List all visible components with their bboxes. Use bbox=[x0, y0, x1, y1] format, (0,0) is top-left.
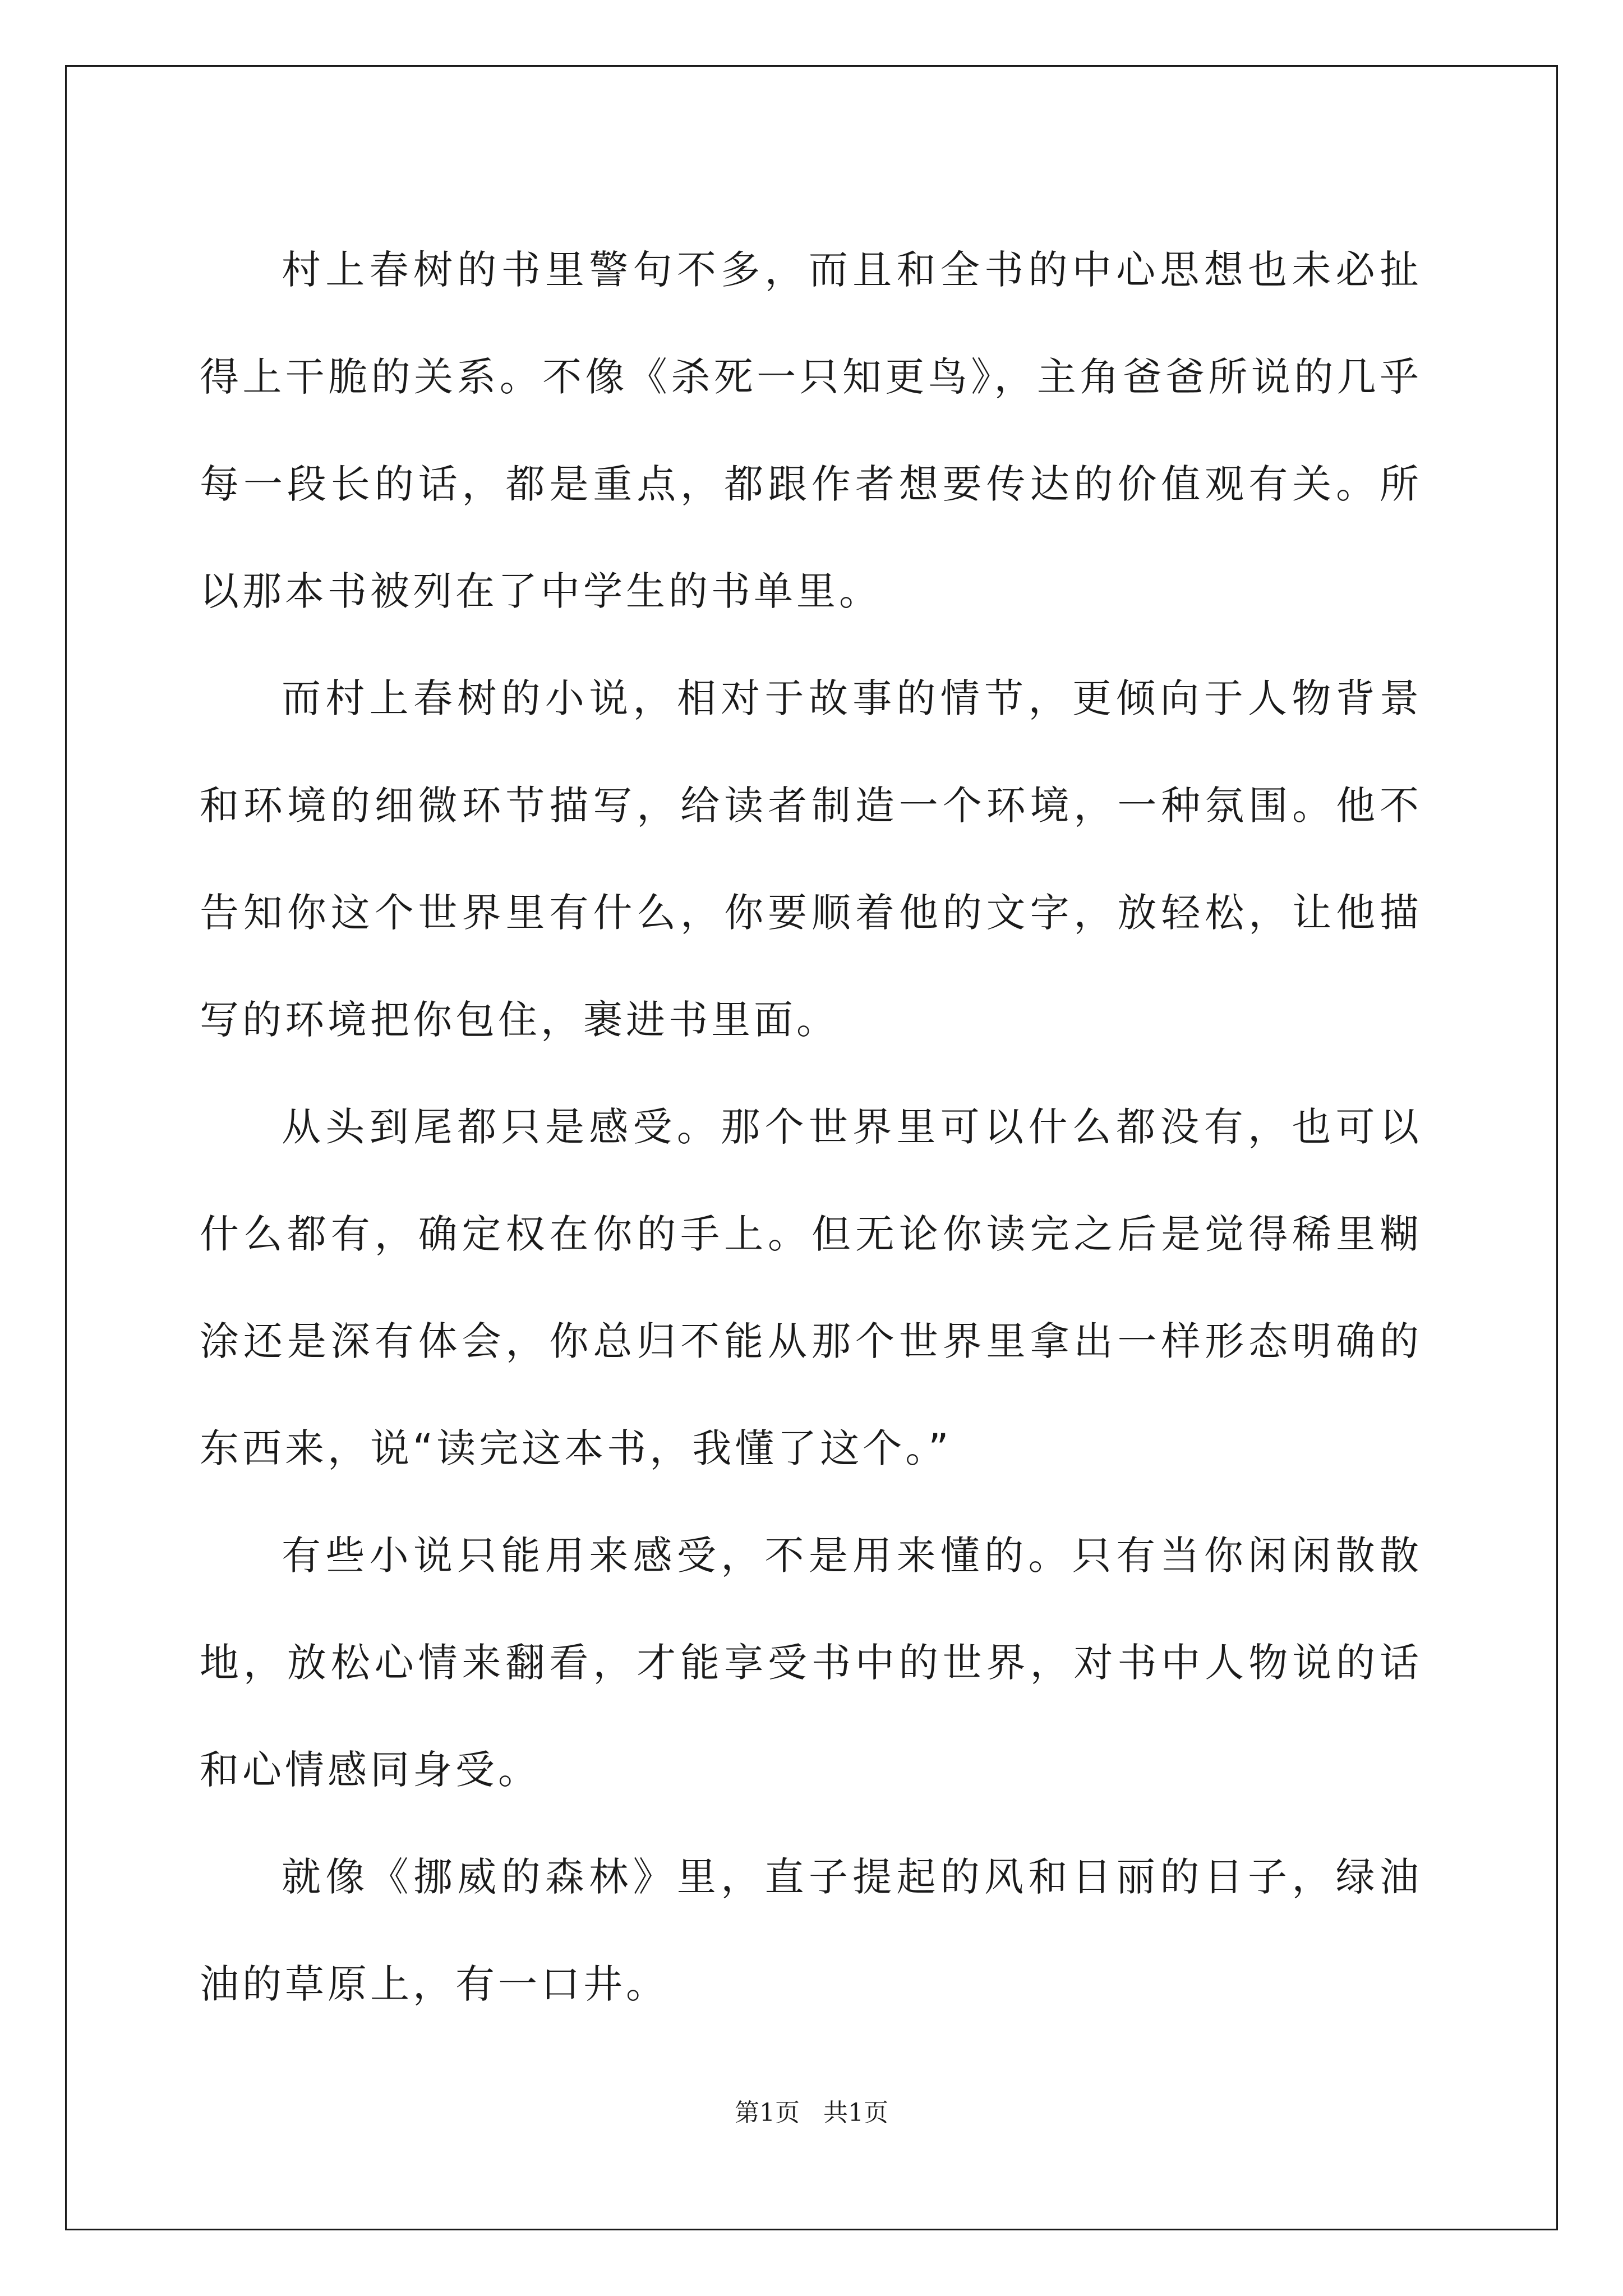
document-body bbox=[200, 217, 1422, 2038]
page-number-footer: 第1页 共1页 bbox=[735, 2099, 888, 2127]
paragraph: 村上春树的书里警句不多，而且和全书的中心思想也未必扯得上干脆的关系。不像《杀死一只知更鸟》，主角爸爸所说的几乎每一段长的话，都是重点，都跟作者想要传达的价值观有关。所以那本书被列在了中学生的书单里。 bbox=[200, 247, 1422, 614]
paragraph: 就像《挪威的森林》里，直子提起的风和日丽的日子，绿油油的草原上，有一口井。 bbox=[200, 1854, 1422, 2007]
paragraph: 而村上春树的小说，相对于故事的情节，更倾向于人物背景和环境的细微环节描写，给读者制造一个环境，一种氛围。他不告知你这个世界里有什么，你要顺着他的文字，放轻松，让他描写的环境把你包住，裹进书里面。 bbox=[200, 675, 1422, 1043]
paragraph: 从头到尾都只是感受。那个世界里可以什么都没有，也可以什么都有，确定权在你的手上。但无论你读完之后是觉得稀里糊涂还是深有体会，你总归不能从那个世界里拿出一样形态明确的东西来，说“读完这本书，我懂了这个。” bbox=[200, 1104, 1422, 1471]
paragraph: 有些小说只能用来感受，不是用来懂的。只有当你闲闲散散地，放松心情来翻看，才能享受书中的世界，对书中人物说的话和心情感同身受。 bbox=[200, 1533, 1422, 1793]
